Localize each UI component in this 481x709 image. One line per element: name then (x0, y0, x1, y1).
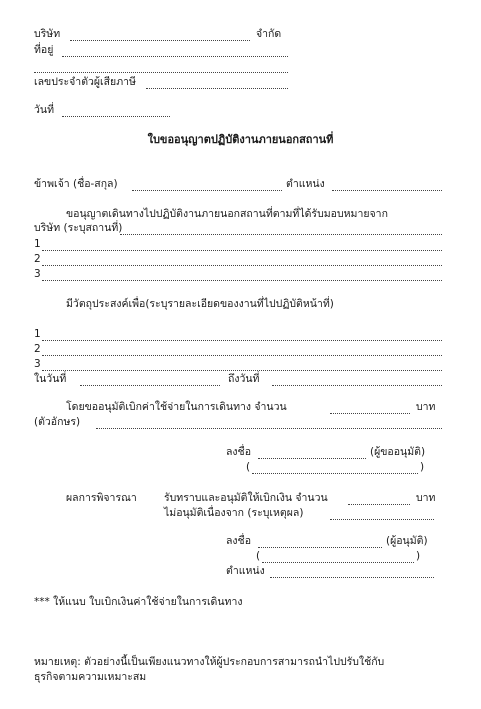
expense-in-words-label: (ตัวอักษร) (34, 416, 81, 428)
address-label: ที่อยู่ (34, 44, 54, 56)
attachment-note: *** ให้แนบ ใบเบิกเงินค่าใช้จ่ายในการเดินทาง (34, 596, 243, 608)
request-item-3-field[interactable] (42, 280, 442, 281)
purpose-item-3-field[interactable] (42, 370, 442, 371)
sign2-name-field[interactable] (262, 562, 414, 563)
purpose-item-2-number: 2 (34, 343, 41, 355)
sign2-position-label: ตำแหน่ง (226, 565, 265, 577)
request-location-field[interactable] (120, 234, 442, 235)
decision-baht: บาท (416, 492, 436, 504)
applicant-name-field[interactable] (132, 190, 282, 191)
applicant-position-label: ตำแหน่ง (286, 178, 325, 190)
sign2-paren-close: ) (416, 550, 421, 562)
sign2-role: (ผู้อนุมัติ) (386, 535, 428, 547)
purpose-item-1-field[interactable] (42, 340, 442, 341)
sign2-label: ลงชื่อ (226, 535, 251, 547)
purpose-label: มีวัตถุประสงค์เพื่อ(ระบุรายละเอียดของงานที่ไปปฏิบัติหน้าที่) (66, 298, 334, 310)
decision-reject: ไม่อนุมัติเนื่องจาก (ระบุเหตุผล) (164, 507, 304, 519)
sign2-signature-field[interactable] (258, 547, 382, 548)
sign2-paren-open: ( (256, 550, 261, 562)
page-title: ใบขออนุญาตปฏิบัติงานภายนอกสถานที่ (147, 133, 334, 146)
on-date-field[interactable] (80, 385, 220, 386)
request-line-2: บริษัท (ระบุสถานที่) (34, 222, 123, 234)
until-date-field[interactable] (272, 385, 442, 386)
address-field-1[interactable] (62, 56, 288, 57)
address-field-2[interactable] (34, 72, 288, 73)
expense-in-words-field[interactable] (96, 428, 442, 429)
request-line-1: ขอนุญาตเดินทางไปปฏิบัติงานภายนอกสถานที่ตามที่ได้รับมอบหมายจาก (66, 208, 388, 220)
purpose-item-2-field[interactable] (42, 355, 442, 356)
until-date-label: ถึงวันที่ (228, 373, 260, 385)
date-label: วันที่ (34, 104, 54, 116)
sign1-paren-close: ) (420, 461, 425, 473)
decision-label: ผลการพิจารณา (66, 492, 137, 504)
sign1-role: (ผู้ขออนุมัติ) (370, 446, 426, 458)
decision-reason-field[interactable] (330, 519, 434, 520)
date-field[interactable] (62, 116, 170, 117)
company-name-field[interactable] (70, 40, 250, 41)
applicant-name-label: ข้าพเจ้า (ชื่อ-สกุล) (34, 178, 118, 190)
sign2-position-field[interactable] (270, 577, 434, 578)
purpose-item-3-number: 3 (34, 358, 41, 370)
remark-line-2: ธุรกิจตามความเหมาะสม (34, 671, 147, 683)
remark-line-1: หมายเหตุ: ตัวอย่างนี้เป็นเพียงแนวทางให้ผู้ประกอบการสามารถนำไปปรับใช้กับ (34, 656, 385, 668)
decision-amount-field[interactable] (348, 504, 410, 505)
sign1-paren-open: ( (246, 461, 251, 473)
company-suffix: จำกัด (256, 28, 282, 40)
purpose-item-1-number: 1 (34, 328, 41, 340)
request-item-1-number: 1 (34, 238, 41, 250)
tax-id-label: เลขประจำตัวผู้เสียภาษี (34, 76, 136, 88)
expense-line-1: โดยขออนุมัติเบิกค่าใช้จ่ายในการเดินทาง จำนวน (66, 401, 287, 413)
expense-baht: บาท (416, 401, 436, 413)
request-item-2-field[interactable] (42, 265, 442, 266)
decision-approve: รับทราบและอนุมัติให้เบิกเงิน จำนวน (164, 492, 328, 504)
request-item-2-number: 2 (34, 253, 41, 265)
request-item-1-field[interactable] (42, 250, 442, 251)
request-item-3-number: 3 (34, 268, 41, 280)
on-date-label: ในวันที่ (34, 373, 67, 385)
sign1-label: ลงชื่อ (226, 446, 251, 458)
sign1-signature-field[interactable] (258, 458, 366, 459)
expense-amount-field[interactable] (330, 413, 410, 414)
company-label: บริษัท (34, 28, 61, 40)
tax-id-field[interactable] (146, 88, 288, 89)
sign1-name-field[interactable] (252, 473, 418, 474)
applicant-position-field[interactable] (332, 190, 442, 191)
